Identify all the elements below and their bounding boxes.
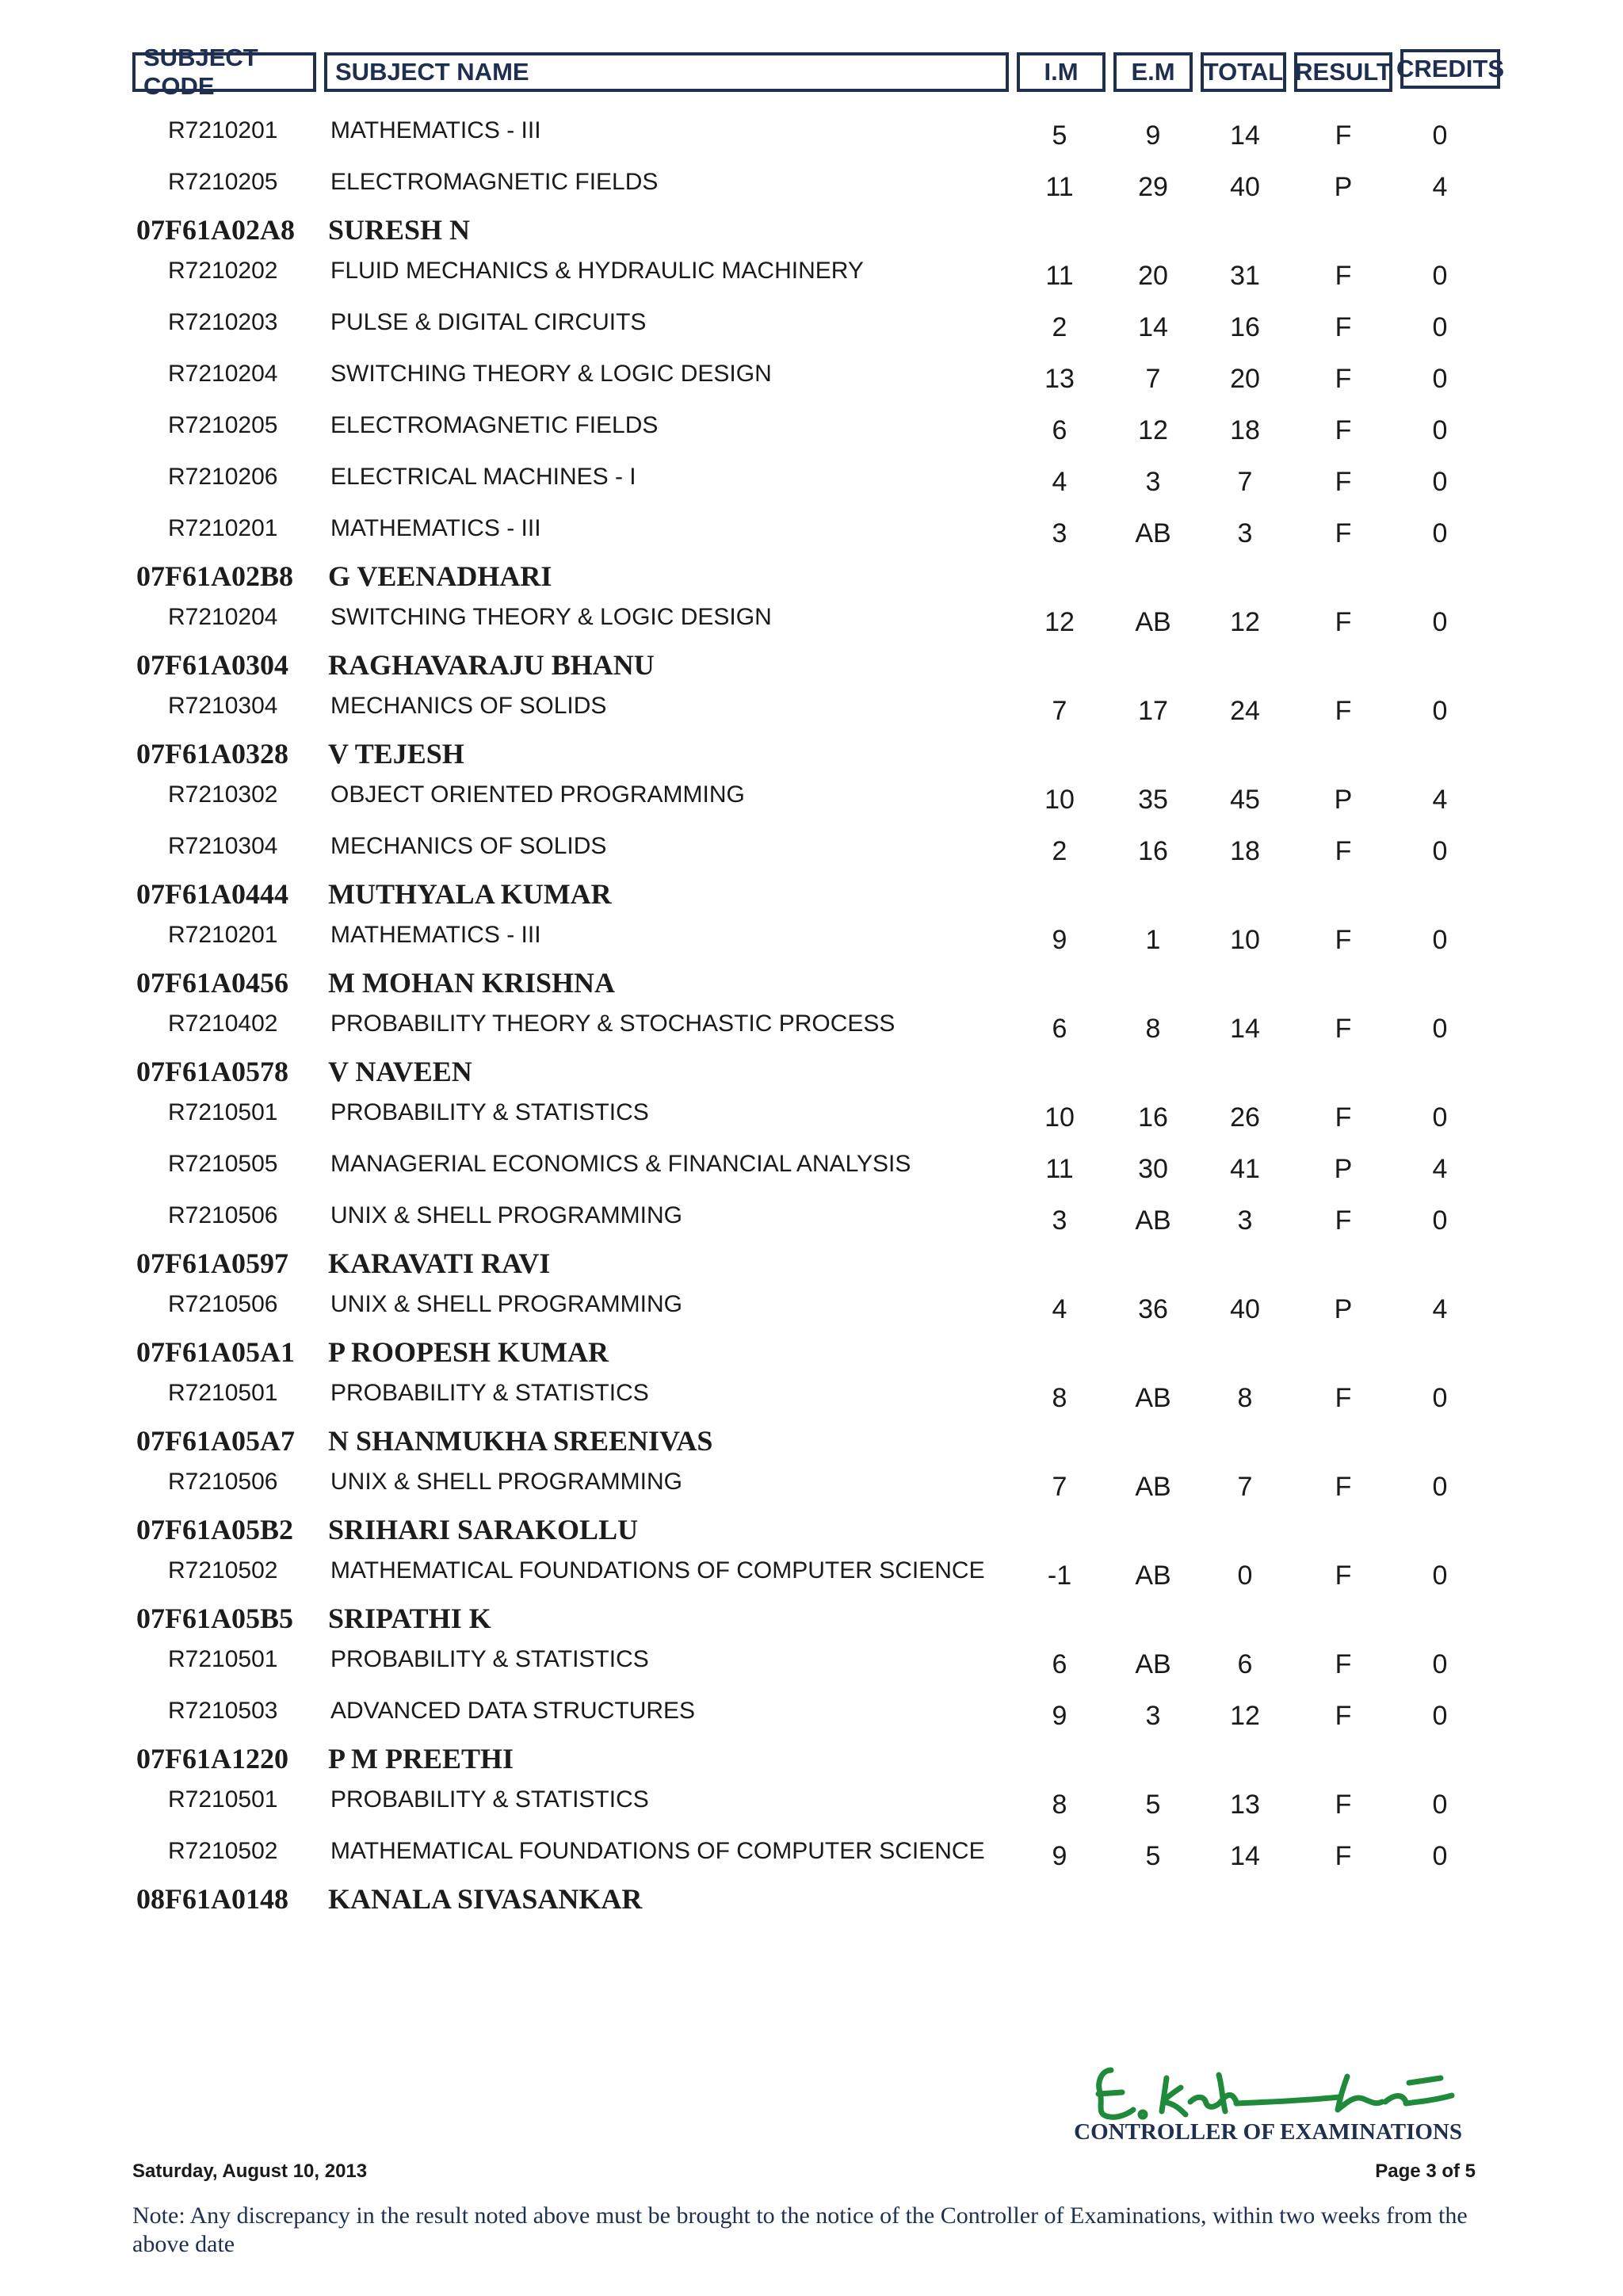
internal-marks: 7 bbox=[1052, 696, 1067, 726]
internal-marks: 9 bbox=[1052, 1841, 1067, 1871]
internal-marks: 12 bbox=[1044, 607, 1075, 637]
student-roll-number: 08F61A0148 bbox=[136, 1883, 288, 1915]
subject-code: R7210205 bbox=[168, 412, 278, 438]
external-marks: 16 bbox=[1138, 1102, 1168, 1133]
result-grade: F bbox=[1335, 1561, 1352, 1591]
subject-code: R7210505 bbox=[168, 1151, 278, 1177]
student-roll-number: 07F61A0304 bbox=[136, 649, 288, 681]
subject-row bbox=[0, 693, 1623, 724]
result-grade: F bbox=[1335, 1701, 1352, 1731]
result-grade: F bbox=[1335, 1383, 1352, 1413]
subject-name: ADVANCED DATA STRUCTURES bbox=[330, 1698, 696, 1724]
result-grade: F bbox=[1335, 1649, 1352, 1679]
header-em: E.M bbox=[1113, 52, 1193, 92]
internal-marks: 11 bbox=[1045, 1154, 1074, 1184]
external-marks: 5 bbox=[1145, 1790, 1161, 1820]
external-marks: 35 bbox=[1138, 785, 1168, 815]
credits-earned: 4 bbox=[1432, 172, 1448, 202]
external-marks: 17 bbox=[1138, 696, 1168, 726]
total-marks: 8 bbox=[1237, 1383, 1253, 1413]
subject-name: MATHEMATICAL FOUNDATIONS OF COMPUTER SCIENCE bbox=[330, 1557, 985, 1584]
credits-earned: 0 bbox=[1432, 607, 1448, 637]
internal-marks: 8 bbox=[1052, 1790, 1067, 1820]
total-marks: 26 bbox=[1230, 1102, 1260, 1133]
subject-name: UNIX & SHELL PROGRAMMING bbox=[330, 1469, 682, 1495]
external-marks: AB bbox=[1135, 607, 1171, 637]
subject-row bbox=[0, 1380, 1623, 1412]
subject-row bbox=[0, 922, 1623, 953]
result-grade: P bbox=[1334, 1294, 1353, 1324]
subject-row bbox=[0, 117, 1623, 149]
result-grade: F bbox=[1335, 1790, 1352, 1820]
subject-name: ELECTRICAL MACHINES - I bbox=[330, 464, 636, 490]
subject-row bbox=[0, 464, 1623, 495]
credits-earned: 0 bbox=[1432, 415, 1448, 445]
credits-earned: 0 bbox=[1432, 1649, 1448, 1679]
student-header-row bbox=[0, 560, 1623, 594]
student-header-row bbox=[0, 966, 1623, 1001]
student-header-row bbox=[0, 737, 1623, 772]
student-name: KANALA SIVASANKAR bbox=[328, 1883, 643, 1915]
external-marks: 5 bbox=[1145, 1841, 1161, 1871]
total-marks: 13 bbox=[1230, 1790, 1260, 1820]
external-marks: 29 bbox=[1138, 172, 1168, 202]
student-roll-number: 07F61A0597 bbox=[136, 1247, 288, 1279]
result-grade: F bbox=[1335, 1472, 1352, 1502]
result-grade: F bbox=[1335, 925, 1352, 955]
subject-code: R7210506 bbox=[168, 1469, 278, 1495]
total-marks: 3 bbox=[1237, 518, 1253, 548]
external-marks: 7 bbox=[1145, 364, 1161, 394]
internal-marks: -1 bbox=[1047, 1561, 1072, 1591]
student-name: SRIHARI SARAKOLLU bbox=[328, 1514, 639, 1545]
subject-name: PROBABILITY & STATISTICS bbox=[330, 1646, 649, 1672]
subject-row bbox=[0, 1151, 1623, 1182]
page-number: Page 3 of 5 bbox=[1375, 2160, 1476, 2182]
student-header-row bbox=[0, 1424, 1623, 1459]
subject-row bbox=[0, 1291, 1623, 1323]
student-header-row bbox=[0, 1882, 1623, 1917]
internal-marks: 6 bbox=[1052, 1014, 1067, 1044]
internal-marks: 5 bbox=[1052, 120, 1067, 151]
student-header-row bbox=[0, 1742, 1623, 1777]
header-result: RESULT bbox=[1294, 52, 1392, 92]
student-roll-number: 07F61A02A8 bbox=[136, 214, 295, 246]
result-grade: F bbox=[1335, 120, 1352, 151]
subject-name: MATHEMATICAL FOUNDATIONS OF COMPUTER SCIENCE bbox=[330, 1838, 985, 1864]
controller-of-examinations-label: CONTROLLER OF EXAMINATIONS bbox=[1074, 2119, 1462, 2145]
signature-image bbox=[1086, 2046, 1458, 2126]
subject-name: PROBABILITY THEORY & STOCHASTIC PROCESS bbox=[330, 1010, 896, 1037]
external-marks: AB bbox=[1135, 518, 1171, 548]
external-marks: 8 bbox=[1145, 1014, 1161, 1044]
internal-marks: 6 bbox=[1052, 415, 1067, 445]
subject-name: MANAGERIAL ECONOMICS & FINANCIAL ANALYSIS bbox=[330, 1151, 911, 1177]
total-marks: 0 bbox=[1237, 1561, 1253, 1591]
subject-code: R7210501 bbox=[168, 1786, 278, 1813]
discrepancy-note: Note: Any discrepancy in the result noted above must be brought to the notice of the Controller of Examinations, within two weeks from the above date bbox=[132, 2202, 1468, 2257]
student-roll-number: 07F61A0578 bbox=[136, 1056, 288, 1087]
credits-earned: 0 bbox=[1432, 1383, 1448, 1413]
credits-earned: 0 bbox=[1432, 467, 1448, 497]
subject-row bbox=[0, 1202, 1623, 1234]
student-header-row bbox=[0, 648, 1623, 683]
student-name: P ROOPESH KUMAR bbox=[328, 1336, 609, 1368]
student-name: M MOHAN KRISHNA bbox=[328, 967, 615, 999]
total-marks: 10 bbox=[1230, 925, 1260, 955]
credits-earned: 0 bbox=[1432, 1205, 1448, 1236]
total-marks: 20 bbox=[1230, 364, 1260, 394]
subject-code: R7210202 bbox=[168, 258, 278, 284]
total-marks: 18 bbox=[1230, 415, 1260, 445]
result-grade: F bbox=[1335, 261, 1352, 291]
credits-earned: 0 bbox=[1432, 1472, 1448, 1502]
student-name: P M PREETHI bbox=[328, 1743, 514, 1775]
subject-row bbox=[0, 1010, 1623, 1042]
result-grade: F bbox=[1335, 836, 1352, 866]
internal-marks: 13 bbox=[1044, 364, 1075, 394]
subject-name: OBJECT ORIENTED PROGRAMMING bbox=[330, 781, 745, 808]
external-marks: 16 bbox=[1138, 836, 1168, 866]
total-marks: 40 bbox=[1230, 172, 1260, 202]
subject-row bbox=[0, 515, 1623, 547]
student-roll-number: 07F61A1220 bbox=[136, 1743, 288, 1775]
subject-row bbox=[0, 1838, 1623, 1870]
result-grade: F bbox=[1335, 518, 1352, 548]
total-marks: 12 bbox=[1230, 1701, 1260, 1731]
student-name: SURESH N bbox=[328, 214, 471, 246]
student-roll-number: 07F61A0328 bbox=[136, 738, 288, 770]
subject-name: FLUID MECHANICS & HYDRAULIC MACHINERY bbox=[330, 258, 864, 284]
subject-row bbox=[0, 1646, 1623, 1678]
external-marks: 1 bbox=[1145, 925, 1161, 955]
student-roll-number: 07F61A0444 bbox=[136, 878, 288, 910]
subject-code: R7210501 bbox=[168, 1380, 278, 1406]
total-marks: 14 bbox=[1230, 120, 1260, 151]
subject-row bbox=[0, 781, 1623, 813]
subject-row bbox=[0, 1786, 1623, 1818]
student-header-row bbox=[0, 1055, 1623, 1090]
subject-row bbox=[0, 1557, 1623, 1589]
subject-code: R7210402 bbox=[168, 1010, 278, 1037]
student-name: G VEENADHARI bbox=[328, 560, 552, 592]
subject-name: SWITCHING THEORY & LOGIC DESIGN bbox=[330, 604, 772, 630]
subject-code: R7210304 bbox=[168, 693, 278, 719]
subject-row bbox=[0, 604, 1623, 636]
external-marks: 20 bbox=[1138, 261, 1168, 291]
result-grade: F bbox=[1335, 312, 1352, 342]
total-marks: 18 bbox=[1230, 836, 1260, 866]
result-grade: F bbox=[1335, 1841, 1352, 1871]
subject-name: SWITCHING THEORY & LOGIC DESIGN bbox=[330, 361, 772, 387]
student-name: MUTHYALA KUMAR bbox=[328, 878, 612, 910]
credits-earned: 0 bbox=[1432, 836, 1448, 866]
student-roll-number: 07F61A05B5 bbox=[136, 1603, 293, 1634]
subject-name: MECHANICS OF SOLIDS bbox=[330, 833, 607, 859]
total-marks: 45 bbox=[1230, 785, 1260, 815]
student-name: SRIPATHI K bbox=[328, 1603, 491, 1634]
subject-row bbox=[0, 309, 1623, 341]
subject-code: R7210203 bbox=[168, 309, 278, 335]
result-grade: F bbox=[1335, 415, 1352, 445]
header-subject-name: SUBJECT NAME bbox=[324, 52, 1009, 92]
header-total: TOTAL bbox=[1201, 52, 1286, 92]
total-marks: 24 bbox=[1230, 696, 1260, 726]
subject-name: PULSE & DIGITAL CIRCUITS bbox=[330, 309, 647, 335]
student-name: N SHANMUKHA SREENIVAS bbox=[328, 1425, 713, 1457]
subject-code: R7210201 bbox=[168, 515, 278, 541]
external-marks: 3 bbox=[1145, 467, 1161, 497]
result-grade: F bbox=[1335, 467, 1352, 497]
header-credits: CREDITS bbox=[1400, 49, 1500, 89]
total-marks: 12 bbox=[1230, 607, 1260, 637]
external-marks: AB bbox=[1135, 1383, 1171, 1413]
total-marks: 3 bbox=[1237, 1205, 1253, 1236]
external-marks: AB bbox=[1135, 1561, 1171, 1591]
total-marks: 16 bbox=[1230, 312, 1260, 342]
subject-code: R7210204 bbox=[168, 361, 278, 387]
subject-name: MATHEMATICS - III bbox=[330, 515, 541, 541]
credits-earned: 0 bbox=[1432, 518, 1448, 548]
external-marks: AB bbox=[1135, 1205, 1171, 1236]
total-marks: 41 bbox=[1230, 1154, 1260, 1184]
student-header-row bbox=[0, 1513, 1623, 1548]
credits-earned: 0 bbox=[1432, 1790, 1448, 1820]
credits-earned: 0 bbox=[1432, 925, 1448, 955]
internal-marks: 9 bbox=[1052, 1701, 1067, 1731]
result-grade: F bbox=[1335, 607, 1352, 637]
external-marks: AB bbox=[1135, 1472, 1171, 1502]
total-marks: 40 bbox=[1230, 1294, 1260, 1324]
internal-marks: 3 bbox=[1052, 1205, 1067, 1236]
credits-earned: 4 bbox=[1432, 785, 1448, 815]
student-roll-number: 07F61A05A1 bbox=[136, 1336, 295, 1368]
subject-name: PROBABILITY & STATISTICS bbox=[330, 1786, 649, 1813]
internal-marks: 3 bbox=[1052, 518, 1067, 548]
internal-marks: 2 bbox=[1052, 312, 1067, 342]
credits-earned: 0 bbox=[1432, 261, 1448, 291]
student-name: V NAVEEN bbox=[328, 1056, 472, 1087]
total-marks: 14 bbox=[1230, 1841, 1260, 1871]
subject-name: UNIX & SHELL PROGRAMMING bbox=[330, 1291, 682, 1317]
subject-code: R7210302 bbox=[168, 781, 278, 808]
student-roll-number: 07F61A05A7 bbox=[136, 1425, 295, 1457]
student-header-row bbox=[0, 213, 1623, 248]
subject-code: R7210304 bbox=[168, 833, 278, 859]
internal-marks: 4 bbox=[1052, 467, 1067, 497]
credits-earned: 0 bbox=[1432, 1701, 1448, 1731]
subject-code: R7210506 bbox=[168, 1291, 278, 1317]
result-grade: P bbox=[1334, 172, 1353, 202]
credits-earned: 0 bbox=[1432, 1561, 1448, 1591]
credits-earned: 0 bbox=[1432, 1841, 1448, 1871]
student-name: V TEJESH bbox=[328, 738, 464, 770]
internal-marks: 9 bbox=[1052, 925, 1067, 955]
credits-earned: 4 bbox=[1432, 1154, 1448, 1184]
subject-row bbox=[0, 1099, 1623, 1131]
subject-code: R7210201 bbox=[168, 922, 278, 948]
student-name: KARAVATI RAVI bbox=[328, 1247, 551, 1279]
subject-code: R7210206 bbox=[168, 464, 278, 490]
subject-code: R7210204 bbox=[168, 604, 278, 630]
student-header-row bbox=[0, 877, 1623, 912]
external-marks: 3 bbox=[1145, 1701, 1161, 1731]
result-grade: F bbox=[1335, 1102, 1352, 1133]
student-header-row bbox=[0, 1335, 1623, 1370]
subject-name: PROBABILITY & STATISTICS bbox=[330, 1099, 649, 1125]
external-marks: 30 bbox=[1138, 1154, 1168, 1184]
total-marks: 7 bbox=[1237, 467, 1253, 497]
credits-earned: 0 bbox=[1432, 364, 1448, 394]
internal-marks: 7 bbox=[1052, 1472, 1067, 1502]
external-marks: 36 bbox=[1138, 1294, 1168, 1324]
subject-row bbox=[0, 169, 1623, 201]
subject-row bbox=[0, 1469, 1623, 1500]
student-roll-number: 07F61A02B8 bbox=[136, 560, 293, 592]
internal-marks: 2 bbox=[1052, 836, 1067, 866]
subject-name: MATHEMATICS - III bbox=[330, 117, 541, 143]
result-grade: F bbox=[1335, 364, 1352, 394]
subject-code: R7210506 bbox=[168, 1202, 278, 1228]
total-marks: 31 bbox=[1230, 261, 1260, 291]
result-grade: F bbox=[1335, 1014, 1352, 1044]
subject-code: R7210502 bbox=[168, 1838, 278, 1864]
result-grade: F bbox=[1335, 1205, 1352, 1236]
external-marks: 12 bbox=[1138, 415, 1168, 445]
issue-date: Saturday, August 10, 2013 bbox=[132, 2160, 368, 2182]
internal-marks: 10 bbox=[1044, 785, 1075, 815]
credits-earned: 0 bbox=[1432, 312, 1448, 342]
credits-earned: 0 bbox=[1432, 120, 1448, 151]
external-marks: AB bbox=[1135, 1649, 1171, 1679]
subject-code: R7210502 bbox=[168, 1557, 278, 1584]
student-roll-number: 07F61A0456 bbox=[136, 967, 288, 999]
total-marks: 7 bbox=[1237, 1472, 1253, 1502]
subject-name: ELECTROMAGNETIC FIELDS bbox=[330, 169, 659, 195]
credits-earned: 4 bbox=[1432, 1294, 1448, 1324]
result-grade: P bbox=[1334, 785, 1353, 815]
subject-name: PROBABILITY & STATISTICS bbox=[330, 1380, 649, 1406]
subject-row bbox=[0, 361, 1623, 392]
subject-row bbox=[0, 412, 1623, 444]
subject-name: UNIX & SHELL PROGRAMMING bbox=[330, 1202, 682, 1228]
internal-marks: 10 bbox=[1044, 1102, 1075, 1133]
student-name: RAGHAVARAJU BHANU bbox=[328, 649, 655, 681]
credits-earned: 0 bbox=[1432, 1014, 1448, 1044]
subject-code: R7210501 bbox=[168, 1099, 278, 1125]
internal-marks: 11 bbox=[1045, 261, 1074, 291]
internal-marks: 4 bbox=[1052, 1294, 1067, 1324]
student-header-row bbox=[0, 1602, 1623, 1637]
subject-code: R7210501 bbox=[168, 1646, 278, 1672]
subject-code: R7210503 bbox=[168, 1698, 278, 1724]
student-header-row bbox=[0, 1247, 1623, 1282]
student-roll-number: 07F61A05B2 bbox=[136, 1514, 293, 1545]
subject-name: MATHEMATICS - III bbox=[330, 922, 541, 948]
result-grade: P bbox=[1334, 1154, 1353, 1184]
subject-row bbox=[0, 258, 1623, 289]
subject-name: MECHANICS OF SOLIDS bbox=[330, 693, 607, 719]
subject-name: ELECTROMAGNETIC FIELDS bbox=[330, 412, 659, 438]
total-marks: 6 bbox=[1237, 1649, 1253, 1679]
header-im: I.M bbox=[1017, 52, 1106, 92]
header-subject-code: SUBJECT CODE bbox=[132, 52, 316, 92]
external-marks: 14 bbox=[1138, 312, 1168, 342]
credits-earned: 0 bbox=[1432, 696, 1448, 726]
total-marks: 14 bbox=[1230, 1014, 1260, 1044]
internal-marks: 8 bbox=[1052, 1383, 1067, 1413]
subject-code: R7210201 bbox=[168, 117, 278, 143]
result-grade: F bbox=[1335, 696, 1352, 726]
subject-row bbox=[0, 1698, 1623, 1729]
subject-code: R7210205 bbox=[168, 169, 278, 195]
internal-marks: 6 bbox=[1052, 1649, 1067, 1679]
external-marks: 9 bbox=[1145, 120, 1161, 151]
credits-earned: 0 bbox=[1432, 1102, 1448, 1133]
internal-marks: 11 bbox=[1045, 172, 1074, 202]
subject-row bbox=[0, 833, 1623, 865]
